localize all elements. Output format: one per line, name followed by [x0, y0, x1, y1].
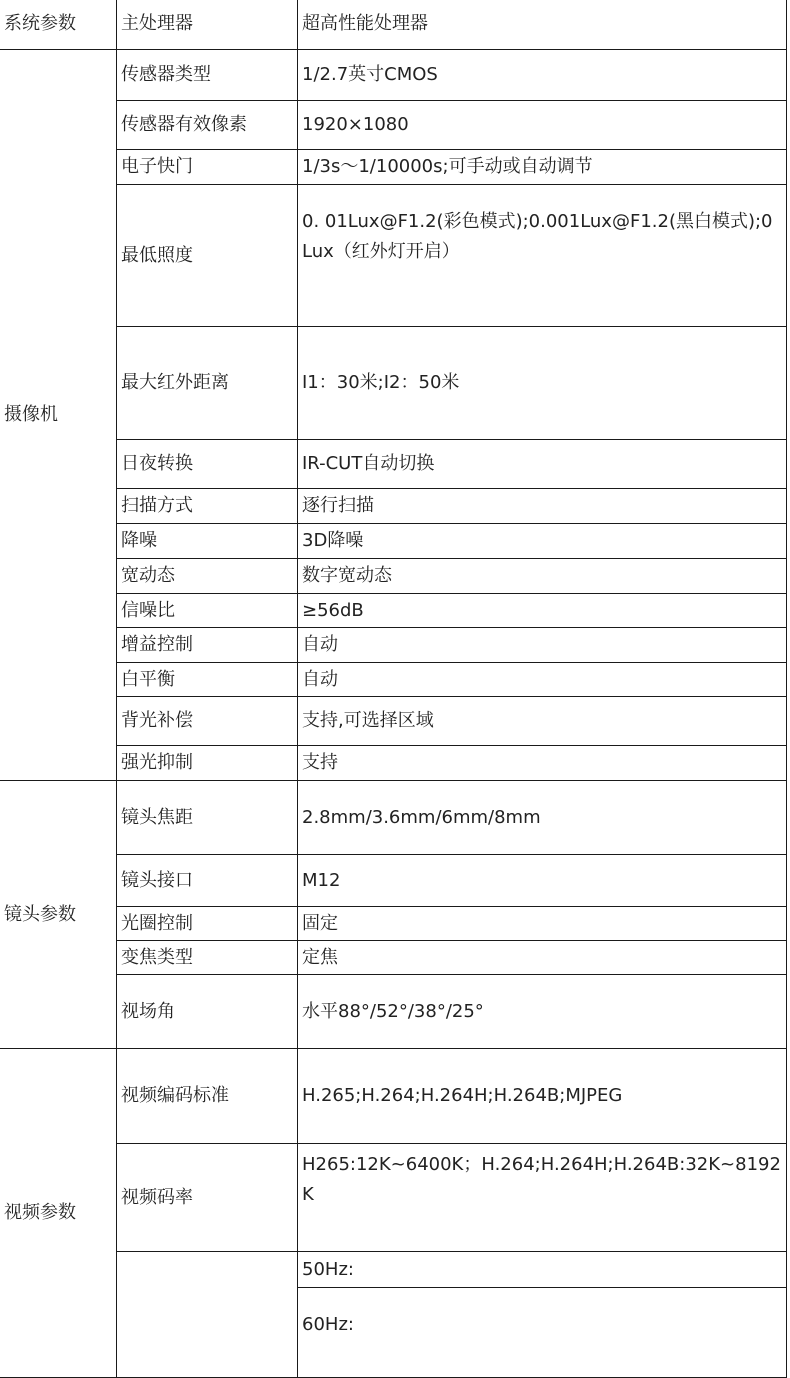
param-value: 自动	[298, 628, 787, 663]
param-name: 主处理器	[117, 0, 298, 50]
param-value: IR-CUT自动切换	[298, 440, 787, 489]
table-row	[0, 1144, 787, 1252]
param-name: 视频码率	[117, 1144, 298, 1252]
param-name: 最低照度	[117, 185, 298, 327]
param-value: 支持,可选择区域	[298, 697, 787, 746]
param-value: 逐行扫描	[298, 489, 787, 524]
category-cell: 系统参数	[0, 0, 117, 50]
category-cell: 视频参数	[0, 1049, 117, 1378]
table-row	[0, 855, 787, 907]
param-value: H265:12K~6400K；H.264;H.264H;H.264B:32K~8192K	[298, 1144, 787, 1252]
table-row	[0, 327, 787, 440]
param-name: 最大红外距离	[117, 327, 298, 440]
param-value: H.265;H.264;H.264H;H.264B;MJPEG	[298, 1049, 787, 1144]
category-cell: 镜头参数	[0, 781, 117, 1049]
param-value: 支持	[298, 746, 787, 781]
param-name: 降噪	[117, 524, 298, 559]
table-row	[0, 628, 787, 663]
param-name: 日夜转换	[117, 440, 298, 489]
table-row	[0, 975, 787, 1049]
param-value: 1/2.7英寸CMOS	[298, 50, 787, 101]
param-value: 1/3s～1/10000s;可手动或自动调节	[298, 150, 787, 185]
param-value: 自动	[298, 663, 787, 697]
param-name: 镜头焦距	[117, 781, 298, 855]
table-row	[0, 50, 787, 101]
param-value: ≥56dB	[298, 594, 787, 628]
table-row	[0, 559, 787, 594]
table-row	[0, 1252, 787, 1288]
table-row	[0, 781, 787, 855]
param-name: 增益控制	[117, 628, 298, 663]
table-row	[0, 697, 787, 746]
param-value: 1920×1080	[298, 101, 787, 150]
param-value: 0. 01Lux@F1.2(彩色模式);0.001Lux@F1.2(黑白模式);0Lux（红外灯开启）	[298, 185, 787, 327]
table-row	[0, 746, 787, 781]
param-name: 传感器有效像素	[117, 101, 298, 150]
param-name: 背光补偿	[117, 697, 298, 746]
param-name: 电子快门	[117, 150, 298, 185]
param-name: 传感器类型	[117, 50, 298, 101]
param-name: 视场角	[117, 975, 298, 1049]
table-row	[0, 1049, 787, 1144]
param-name: 视频编码标准	[117, 1049, 298, 1144]
param-value: 水平88°/52°/38°/25°	[298, 975, 787, 1049]
param-value: 3D降噪	[298, 524, 787, 559]
param-value: 超高性能处理器	[298, 0, 787, 50]
param-name: 信噪比	[117, 594, 298, 628]
param-name	[117, 1252, 298, 1378]
table-row	[0, 0, 787, 50]
table-row	[0, 440, 787, 489]
param-name: 强光抑制	[117, 746, 298, 781]
param-value: 2.8mm/3.6mm/6mm/8mm	[298, 781, 787, 855]
param-name: 宽动态	[117, 559, 298, 594]
param-value: M12	[298, 855, 787, 907]
table-row	[0, 489, 787, 524]
table-row	[0, 101, 787, 150]
table-row	[0, 663, 787, 697]
table-row	[0, 941, 787, 975]
param-name: 镜头接口	[117, 855, 298, 907]
table-row	[0, 150, 787, 185]
param-value: 定焦	[298, 941, 787, 975]
param-value: 50Hz:	[298, 1252, 787, 1288]
table-row	[0, 594, 787, 628]
category-cell: 摄像机	[0, 50, 117, 781]
param-value: 60Hz:	[298, 1288, 787, 1378]
table-row	[0, 185, 787, 327]
table-row	[0, 524, 787, 559]
param-name: 光圈控制	[117, 907, 298, 941]
param-name: 白平衡	[117, 663, 298, 697]
table-row	[0, 907, 787, 941]
param-value: I1：30米;I2：50米	[298, 327, 787, 440]
param-value: 固定	[298, 907, 787, 941]
param-value: 数字宽动态	[298, 559, 787, 594]
param-name: 扫描方式	[117, 489, 298, 524]
param-name: 变焦类型	[117, 941, 298, 975]
